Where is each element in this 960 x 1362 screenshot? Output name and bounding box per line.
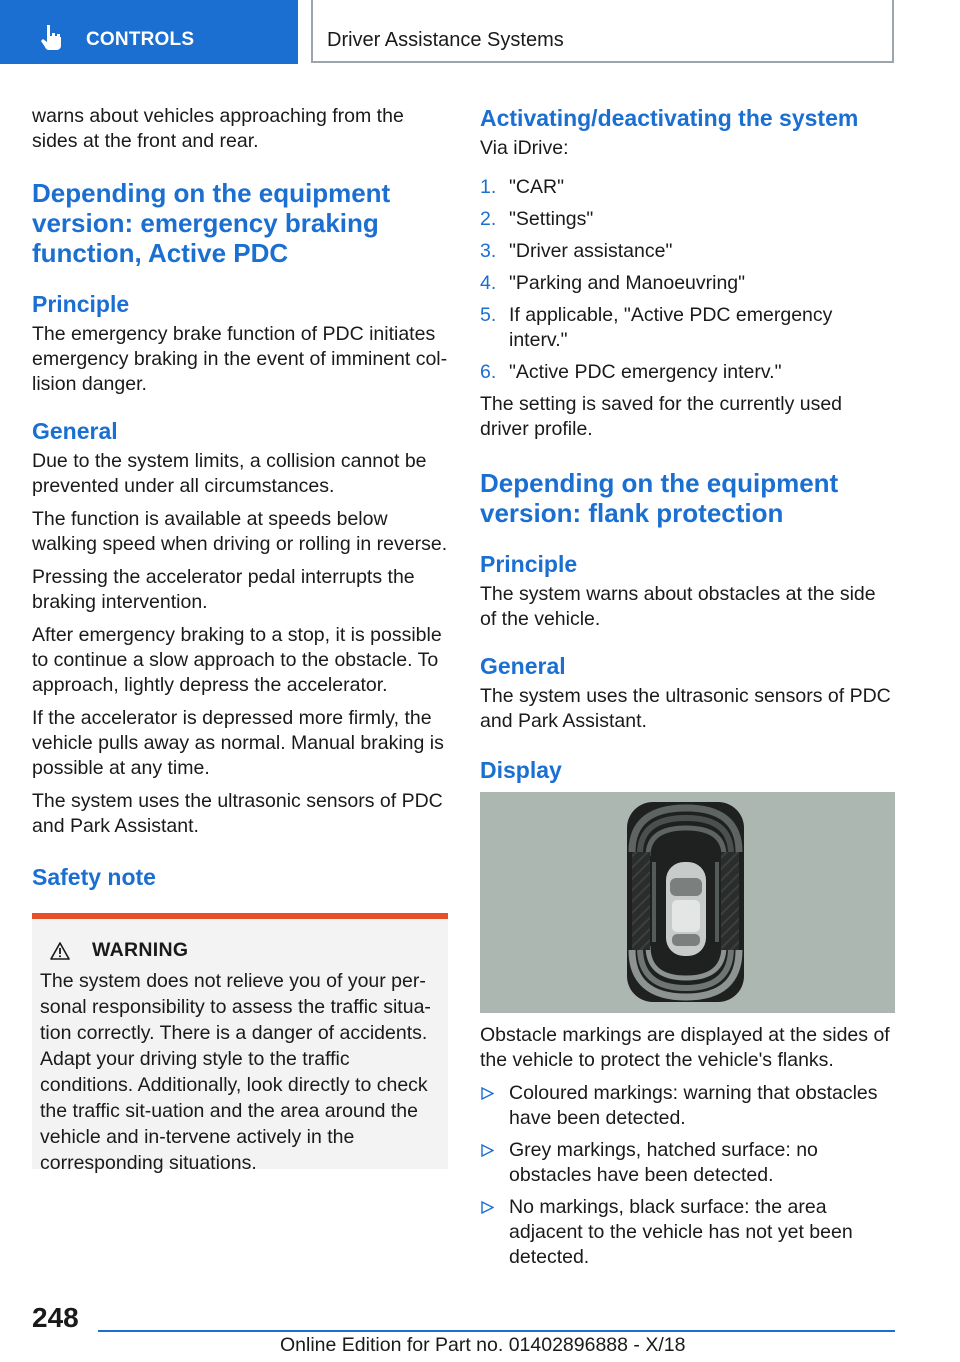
idrive-steps: [480, 175, 896, 385]
general-paragraph: The function is available at speeds below walking speed when driving or rolling in reverse.: [32, 508, 448, 555]
list-item: Grey markings, hatched surface: no obstacles have been detected.: [480, 1138, 896, 1188]
chapter-title: Driver Assistance Systems: [327, 29, 564, 51]
list-item: Coloured markings: warning that obstacles have been detected.: [480, 1081, 896, 1131]
general-flank-text: The system uses the ultrasonic sensors of PDC and Park Assistant.: [480, 685, 891, 732]
chapter-header: [311, 0, 894, 63]
triangle-bullet-icon: [481, 1087, 494, 1100]
general-paragraph: Pressing the accelerator pedal interrupts the braking intervention.: [32, 566, 415, 613]
heading-display: Display: [480, 757, 562, 783]
flank-protection-display-image: [480, 792, 895, 1013]
step-item: 3. "Driver assistance": [480, 240, 673, 262]
left-column: [32, 104, 448, 891]
heading-general: General: [32, 418, 118, 444]
warning-box: [32, 913, 448, 1174]
display-description: [480, 1023, 896, 1277]
general-paragraph: The system uses the ultrasonic sensors of PDC and Park Assistant.: [32, 790, 443, 837]
page-number: 248: [32, 1302, 79, 1333]
heading-principle: Principle: [32, 291, 130, 317]
heading-emergency-braking: Depending on the equipment version: emergency braking function, Active PDC: [32, 178, 391, 268]
warning-header: [50, 939, 440, 962]
step-item: 5. If applicable, "Active PDC emergency interv.": [480, 304, 833, 351]
heading-safety-note: Safety note: [32, 864, 156, 890]
general-paragraph: If the accelerator is depressed more firmly, the vehicle pulls away as normal. Manual braking is possible at any time.: [32, 707, 444, 779]
via-idrive: Via iDrive:: [480, 137, 569, 159]
intro-text: warns about vehicles approaching from the sides at the front and rear.: [32, 105, 404, 152]
list-item: No markings, black surface: the area adjacent to the vehicle has not yet been detected.: [480, 1195, 896, 1270]
general-paragraph: After emergency braking to a stop, it is possible to continue a slow approach to the obstacle. To approach, lightly depress the accelerator.: [32, 624, 442, 696]
heading-general-flank: General: [480, 653, 566, 679]
hand-pointer-icon: [38, 22, 66, 50]
triangle-bullet-icon: [481, 1144, 494, 1157]
step-item: 1. "CAR": [480, 176, 565, 198]
step-item: 2. "Settings": [480, 208, 594, 230]
warning-label: WARNING: [92, 939, 189, 961]
triangle-bullet-icon: [481, 1201, 494, 1214]
section-label: CONTROLS: [86, 29, 195, 50]
heading-principle-flank: Principle: [480, 551, 578, 577]
footer-divider: [98, 1330, 895, 1332]
footer-edition[interactable]: Online Edition for Part no. 01402896888 - X/18: [280, 1334, 686, 1356]
warning-text: The system does not relieve you of your per-sonal responsibility to assess the traffic situa-tion correctly. There is a danger of accidents. Adapt your driving style to the traffic conditions. Additionally, look directly to check the traffic sit-uation and the area around the vehicle and in-tervene actively in the corresponding situations.: [40, 970, 431, 1174]
saved-note: The setting is saved for the currently used driver profile.: [480, 393, 843, 440]
vehicle-top-view-illustration: [480, 792, 895, 1013]
step-item: 4. "Parking and Manoeuvring": [480, 272, 746, 294]
marking-bullets: [480, 1081, 896, 1270]
heading-activating: Activating/deactivating the system: [480, 105, 859, 131]
step-item: 6. "Active PDC emergency interv.": [480, 361, 782, 383]
display-caption: Obstacle markings are displayed at the sides of the vehicle to protect the vehicle's flanks.: [480, 1024, 890, 1071]
warning-triangle-icon: [50, 942, 70, 960]
heading-flank-protection: Depending on the equipment version: flank protection: [480, 468, 839, 528]
right-column: [480, 104, 896, 784]
principle-text: The emergency brake function of PDC initiates emergency braking in the event of imminent col-lision danger.: [32, 323, 448, 395]
principle-flank-text: The system warns about obstacles at the side of the vehicle.: [480, 583, 876, 630]
general-paragraph: Due to the system limits, a collision cannot be prevented under all circumstances.: [32, 450, 427, 497]
section-tab-controls[interactable]: [0, 0, 298, 64]
